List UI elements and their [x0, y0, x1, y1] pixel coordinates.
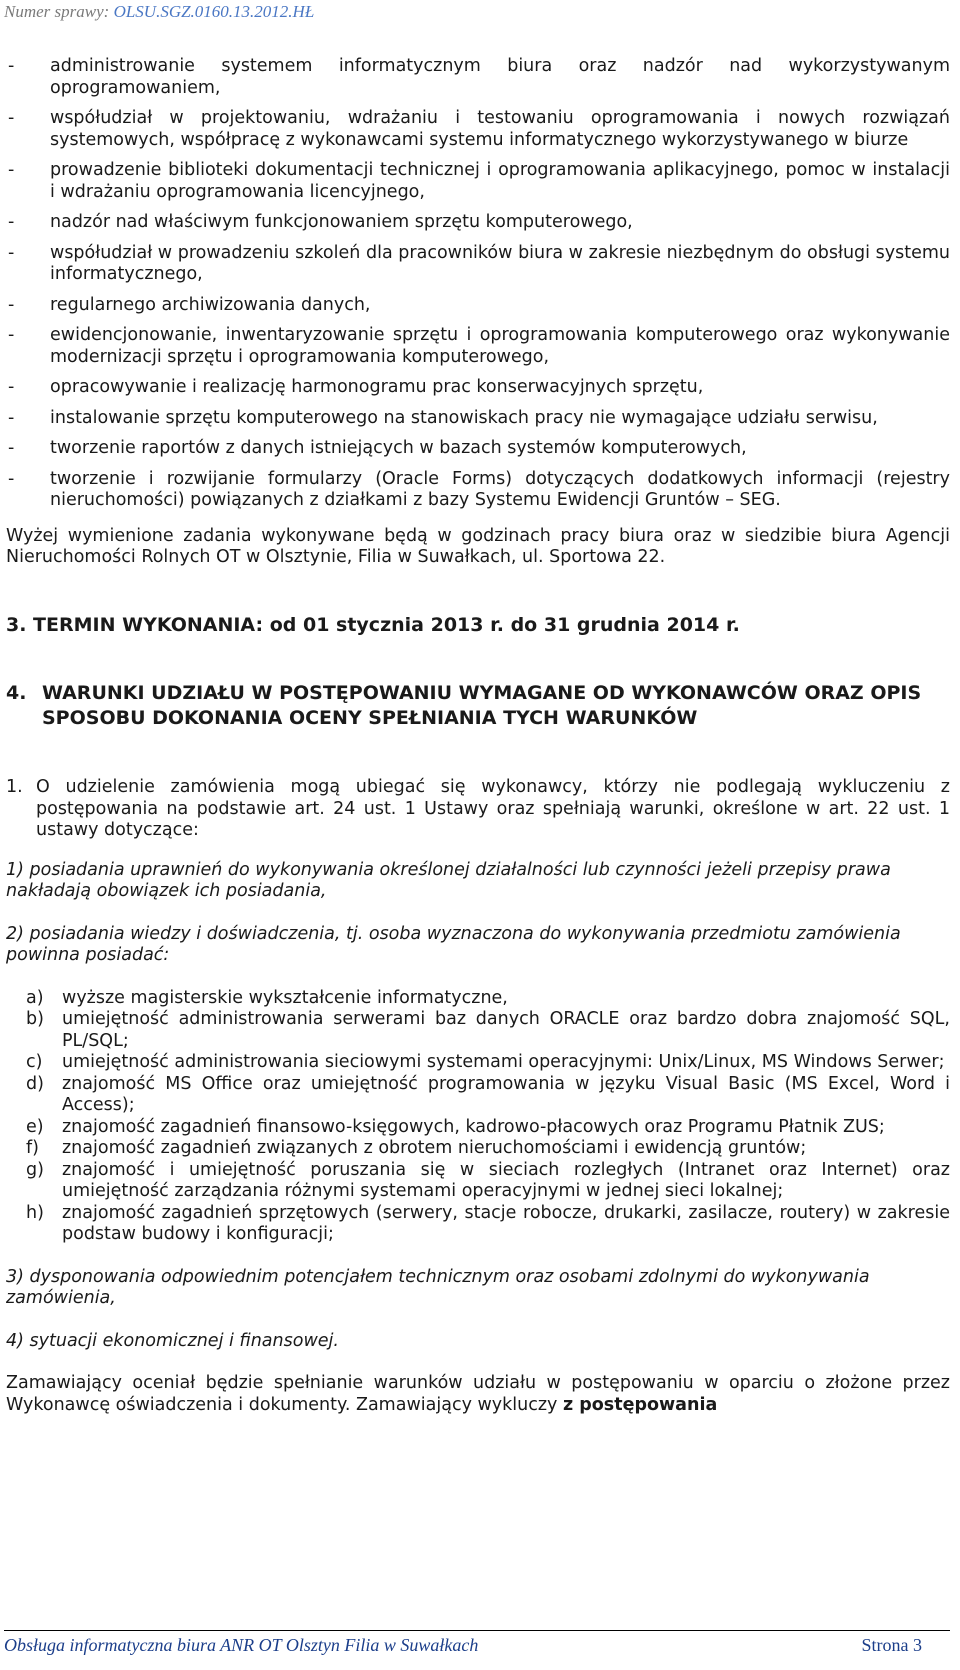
duty-item: [6, 377, 950, 399]
page-number: Strona 3: [861, 1635, 922, 1655]
condition-a: 1) posiadania uprawnień do wykonywania określonej działalności lub czynności jeżeli przepisy prawa nakładają obowiązek ich posiadania,: [6, 859, 891, 901]
requirement-text: znajomość i umiejętność poruszania się w sieciach rozległych (Intranet oraz Internet) oraz umiejętność zarządzania różnymi systemami operacyjnymi w jednej sieci lokalnej;: [62, 1159, 950, 1201]
duty-item: [6, 295, 950, 317]
duty-item: [6, 160, 950, 203]
page-footer: [4, 1630, 960, 1656]
document-body: [6, 56, 950, 1416]
duty-item: [6, 243, 950, 286]
requirement-text: znajomość MS Office oraz umiejętność programowania w języku Visual Basic (MS Excel, Word i Access);: [62, 1073, 950, 1115]
duty-item: [6, 108, 950, 151]
section-4-title: WARUNKI UDZIAŁU W POSTĘPOWANIU WYMAGANE OD WYKONAWCÓW ORAZ OPIS SPOSOBU DOKONANIA OCENY SPEŁNIANIA TYCH WARUNKÓW: [42, 682, 922, 729]
requirement-text: umiejętność administrowania sieciowymi systemami operacyjnymi: Unix/Linux, MS Windows Serwer;: [62, 1052, 945, 1072]
duty-text: tworzenie i rozwijanie formularzy (Oracle Forms) dotyczących dodatkowych informacji (rejestry nieruchomości) powiązanych z działkami z bazy Systemu Ewidencji Gruntów – SEG.: [50, 468, 950, 510]
requirement-text: wyższe magisterskie wykształcenie informatyczne,: [62, 987, 508, 1008]
requirement-item: [6, 1052, 950, 1074]
duty-text: regularnego archiwizowania danych,: [50, 294, 371, 315]
section-4-heading: [6, 681, 950, 731]
duty-item: [6, 325, 950, 368]
requirement-letter: g): [26, 1159, 44, 1180]
requirement-letter: f): [26, 1138, 39, 1158]
bullet-dash: -: [8, 108, 15, 128]
bullet-dash: -: [8, 468, 15, 489]
requirement-text: umiejętność administrowania serwerami baz danych ORACLE oraz bardzo dobra znajomość SQL, PL/SQL;: [62, 1009, 950, 1051]
case-label: Numer sprawy:: [4, 2, 110, 21]
requirement-text: znajomość zagadnień związanych z obrotem nieruchomościami i ewidencją gruntów;: [62, 1138, 807, 1158]
footer-divider: [4, 1630, 950, 1631]
duty-text: tworzenie raportów z danych istniejących w bazach systemów komputerowych,: [50, 438, 747, 458]
duty-text: administrowanie systemem informatycznym biura oraz nadzór nad wykorzystywanym oprogramowaniem,: [50, 56, 950, 98]
location-paragraph: Wyżej wymienione zadania wykonywane będą w godzinach pracy biura oraz w siedzibie biura Agencji Nieruchomości Rolnych OT w Olsztynie, Filia w Suwałkach, ul. Sportowa 22.: [6, 525, 950, 567]
bullet-dash: -: [8, 377, 15, 397]
bullet-dash: -: [8, 56, 15, 76]
requirement-text: znajomość zagadnień sprzętowych (serwery, stacje robocze, drukarki, zasilacze, routery) w zakresie podstaw budowy i konfiguracji;: [62, 1202, 950, 1244]
duty-text: współudział w projektowaniu, wdrażaniu i testowaniu oprogramowania i nowych rozwiązań systemowych, współpracę z wykonawcami systemu informatycznego wykorzystywanego w biurze: [50, 108, 950, 150]
condition-1-text: O udzielenie zamówienia mogą ubiegać się wykonawcy, którzy nie podlegają wykluczeniu z postępowania na podstawie art. 24 ust. 1 Ustawy oraz spełniają warunki, określone w art. 22 ust. 1 ustawy dotyczące:: [36, 777, 950, 840]
bullet-dash: -: [8, 212, 15, 232]
bullet-dash: -: [8, 242, 15, 263]
duty-item: [6, 212, 950, 234]
duty-item: [6, 438, 950, 460]
duty-item: [6, 56, 950, 99]
requirement-text: znajomość zagadnień finansowo-księgowych, kadrowo-płacowych oraz Programu Płatnik ZUS;: [62, 1116, 885, 1137]
condition-1-number: 1.: [6, 777, 23, 797]
section-3-heading: 3. TERMIN WYKONANIA: od 01 stycznia 2013 r. do 31 grudnia 2014 r.: [6, 613, 740, 636]
duty-text: ewidencjonowanie, inwentaryzowanie sprzętu i oprogramowania komputerowego oraz wykonywanie modernizacji sprzętu i oprogramowania komputerowego,: [50, 325, 950, 367]
condition-1: [6, 777, 950, 842]
final-paragraph: [6, 1373, 950, 1416]
duty-text: prowadzenie biblioteki dokumentacji technicznej i oprogramowania aplikacyjnego, pomoc w instalacji i wdrażaniu oprogramowania licencyjnego,: [50, 160, 950, 202]
final-paragraph-bold: z postępowania: [562, 1394, 718, 1415]
duty-text: nadzór nad właściwym funkcjonowaniem sprzętu komputerowego,: [50, 212, 633, 232]
requirement-letter: d): [26, 1073, 44, 1094]
requirement-item: [6, 1074, 950, 1117]
bullet-dash: -: [8, 160, 15, 180]
bullet-dash: -: [8, 438, 15, 458]
condition-d: 4) sytuacji ekonomicznej i finansowej.: [6, 1330, 339, 1351]
duties-list: [6, 56, 950, 512]
duty-text: opracowywanie i realizację harmonogramu prac konserwacyjnych sprzętu,: [50, 377, 704, 397]
bullet-dash: -: [8, 325, 15, 345]
requirement-letter: h): [26, 1202, 44, 1223]
requirement-letter: a): [26, 987, 44, 1008]
document-header: [4, 2, 314, 22]
duty-text: współudział w prowadzeniu szkoleń dla pracowników biura w zakresie niezbędnym do obsługi systemu informatycznego,: [50, 242, 950, 284]
bullet-dash: -: [8, 407, 15, 428]
requirements-list: [6, 988, 950, 1246]
requirement-letter: b): [26, 1009, 44, 1029]
footer-title: Obsługa informatyczna biura ANR OT Olsztyn Filia w Suwałkach: [4, 1635, 479, 1655]
requirement-item: [6, 1117, 950, 1139]
requirement-letter: e): [26, 1116, 44, 1137]
final-paragraph-text: Zamawiający oceniał będzie spełnianie warunków udziału w postępowaniu w oparciu o złożone przez Wykonawcę oświadczenia i dokumenty. Zamawiający wykluczy: [6, 1373, 950, 1415]
duty-text: instalowanie sprzętu komputerowego na stanowiskach pracy nie wymagające udziału serwisu,: [50, 407, 878, 428]
requirement-letter: c): [26, 1052, 43, 1072]
duty-item: [6, 469, 950, 512]
requirement-item: [6, 988, 950, 1010]
condition-b: 2) posiadania wiedzy i doświadczenia, tj. osoba wyznaczona do wykonywania przedmiotu zamówienia powinna posiadać:: [6, 923, 901, 965]
section-4-number: 4.: [6, 682, 27, 704]
requirement-item: [6, 1009, 950, 1052]
requirement-item: [6, 1138, 950, 1160]
condition-c: 3) dysponowania odpowiednim potencjałem technicznym oraz osobami zdolnymi do wykonywania zamówienia,: [6, 1266, 870, 1308]
bullet-dash: -: [8, 294, 15, 315]
requirement-item: [6, 1203, 950, 1246]
case-number: OLSU.SGZ.0160.13.2012.HŁ: [113, 2, 315, 21]
requirement-item: [6, 1160, 950, 1203]
duty-item: [6, 408, 950, 430]
